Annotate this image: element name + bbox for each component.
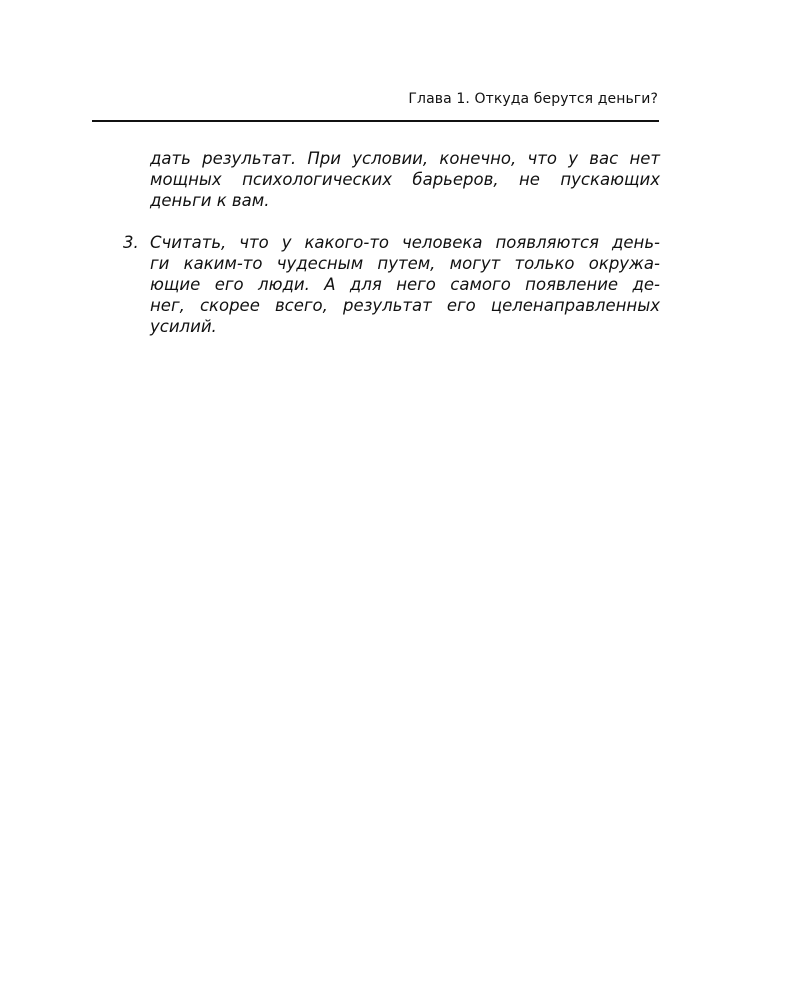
text-line: ющие его люди. А для него самого появление де- <box>150 275 660 294</box>
text-line: деньги к вам. <box>150 191 270 210</box>
text-line: усилий. <box>150 317 217 336</box>
text-line: Считать, что у какого-то человека появляются день- <box>150 233 660 252</box>
text-line: ги каким-то чудесным путем, могут только окружа- <box>150 254 660 273</box>
continuation-paragraph <box>150 148 660 211</box>
text-line: дать результат. При условии, конечно, что у вас нет <box>150 149 660 168</box>
text-line: мощных психологических барьеров, не пускающих <box>150 170 660 189</box>
running-header: Глава 1. Откуда берутся деньги? <box>408 91 658 107</box>
header-rule <box>92 120 659 122</box>
list-item-3 <box>123 232 660 337</box>
text-line: нег, скорее всего, результат его целенаправленных <box>150 296 660 315</box>
list-item-number: 3. <box>123 233 139 252</box>
